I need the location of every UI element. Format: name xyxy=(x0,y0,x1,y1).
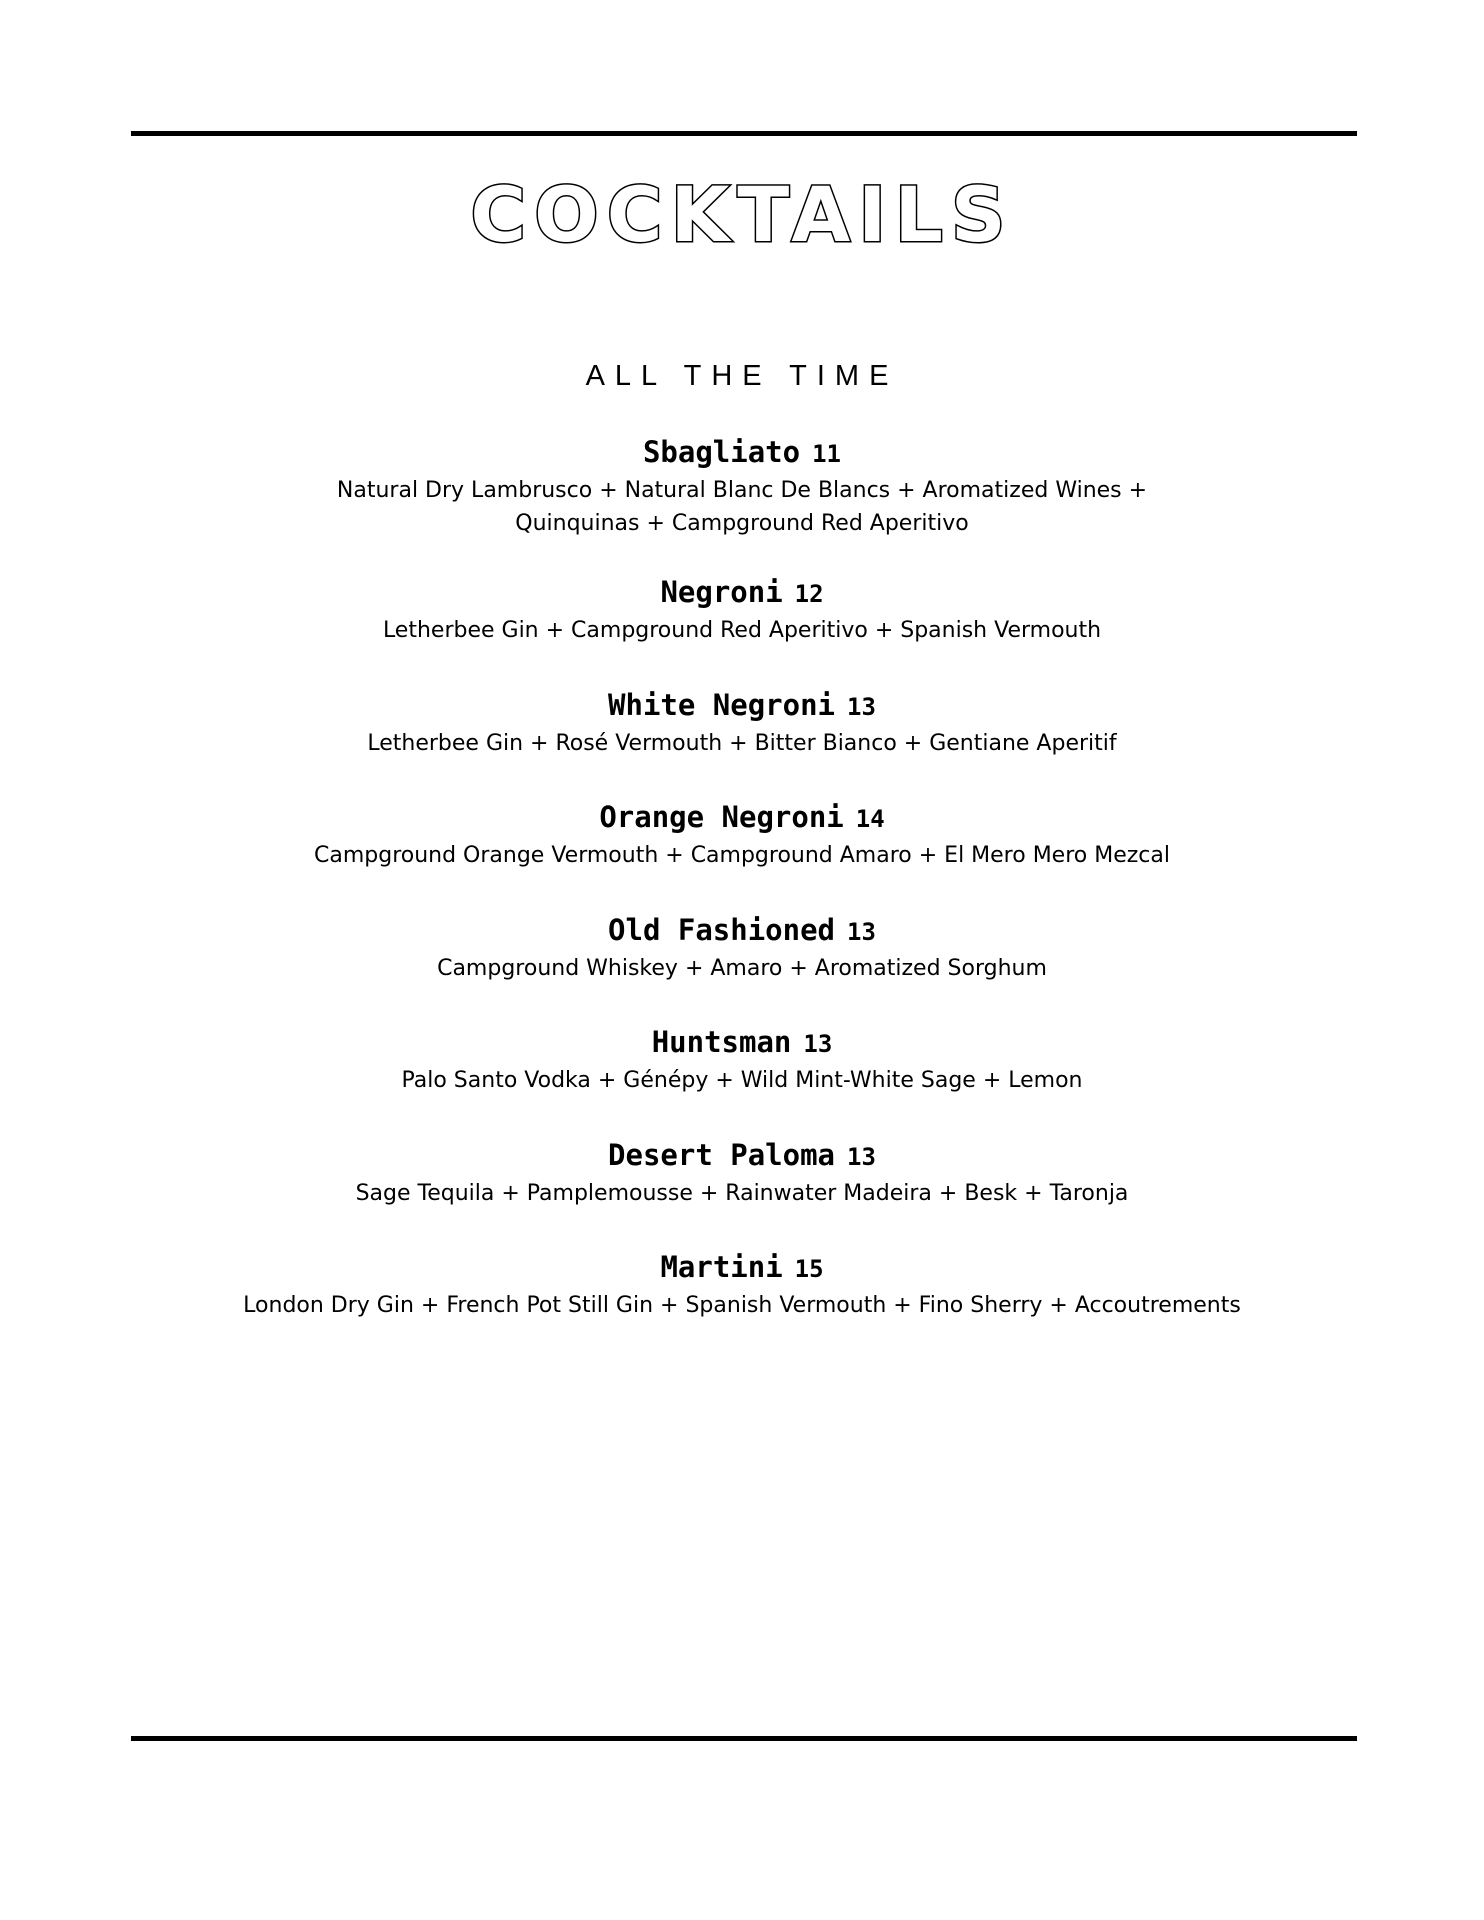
menu-item xyxy=(0,570,1484,683)
item-description: Sage Tequila + Pamplemousse + Rainwater Madeira + Besk + Taronja xyxy=(355,1180,1129,1206)
item-price: 11 xyxy=(812,440,842,468)
item-header xyxy=(0,908,1484,952)
item-header xyxy=(0,795,1484,839)
item-header xyxy=(0,683,1484,727)
item-name: Old Fashioned xyxy=(608,912,836,947)
item-price: 13 xyxy=(847,692,876,721)
menu-item xyxy=(0,430,1484,570)
menu-item xyxy=(0,683,1484,796)
item-name: Negroni xyxy=(660,575,783,609)
menu-item xyxy=(0,1245,1484,1358)
menu-item xyxy=(0,795,1484,908)
item-header xyxy=(0,1245,1484,1289)
item-description: Letherbee Gin + Rosé Vermouth + Bitter Bianco + Gentiane Aperitif xyxy=(367,730,1117,756)
page-title: COCKTAILS xyxy=(470,170,1014,259)
menu-item xyxy=(0,908,1484,1021)
item-description: Palo Santo Vodka + Génépy + Wild Mint-White Sage + Lemon xyxy=(401,1068,1083,1093)
item-header xyxy=(0,1133,1484,1177)
item-description-line: Natural Dry Lambrusco + Natural Blanc De Blancs + Aromatized Wines + xyxy=(336,478,1148,503)
item-description: Letherbee Gin + Campground Red Aperitivo + Spanish Vermouth xyxy=(382,618,1102,643)
item-price: 13 xyxy=(847,1142,876,1171)
item-name: White Negroni xyxy=(608,687,836,722)
item-description: Campground Whiskey + Amaro + Aromatized Sorghum xyxy=(437,955,1047,981)
menu-item xyxy=(0,1133,1484,1246)
item-name: Sbagliato xyxy=(642,435,801,469)
item-description-line: Quinquinas + Campground Red Aperitivo xyxy=(515,511,969,536)
item-description: Campground Orange Vermouth + Campground Amaro + El Mero Mero Mezcal xyxy=(313,843,1170,868)
item-price: 13 xyxy=(847,917,876,946)
item-description: London Dry Gin + French Pot Still Gin + Spanish Vermouth + Fino Sherry + Accoutrements xyxy=(243,1293,1241,1318)
menu-list xyxy=(0,430,1484,1358)
item-name: Martini xyxy=(660,1250,783,1284)
item-header xyxy=(0,430,1484,474)
bottom-divider xyxy=(131,1736,1357,1741)
item-price: 12 xyxy=(794,580,824,608)
item-description xyxy=(292,474,1192,540)
item-price: 13 xyxy=(803,1030,833,1058)
item-header xyxy=(0,570,1484,614)
item-price: 14 xyxy=(855,805,885,833)
item-header xyxy=(0,1020,1484,1064)
item-name: Huntsman xyxy=(651,1025,792,1059)
item-name: Desert Paloma xyxy=(608,1137,836,1172)
top-divider xyxy=(131,131,1357,136)
section-title: ALL THE TIME xyxy=(585,360,899,392)
item-price: 15 xyxy=(794,1255,824,1283)
menu-item xyxy=(0,1020,1484,1133)
item-name: Orange Negroni xyxy=(599,800,844,834)
